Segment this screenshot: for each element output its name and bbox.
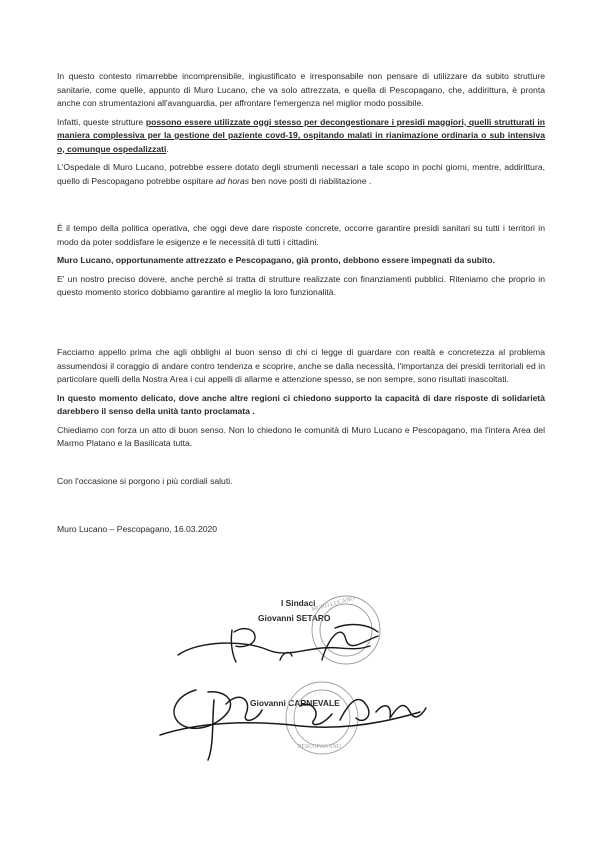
place-and-date: Muro Lucano – Pescopagano, 16.03.2020 [57,524,218,534]
paragraph-9: Chiediamo con forza un atto di buon senso. Non lo chiedono le comunità di Muro Lucano e Pescopagano, ma l'intera Area del Marmo Platano e la Basilicata tutta. [57,424,545,448]
paragraph-6: E' un nostro preciso dovere, anche perché si tratta di strutture realizzate con finanziamenti pubblici. Riteniamo che proprio in questo momento storico dobbiamo garantire al meglio la loro funzionalità. [57,273,545,297]
signer-2-name: Giovanni CARNEVALE [250,698,340,708]
paragraph-1: In questo contesto rimarrebbe incomprensibile, ingiustificato e irresponsabile non pensare di utilizzare da subito strutture sanitarie, come quelle, appunto di Muro Lucano, che va solo attrezzata, e quella di Pescopagano, che, addirittura, è pronta anche con strumentazioni all'avanguardia, per affrontare l'emergenza nel miglior modo possibile. [57,71,545,108]
signature-2-icon [160,690,426,760]
italic-ad-horas: ad horas [215,175,250,186]
paragraph-7: Facciamo appello prima che agli obblighi al buon senso di chi ci legge di guardare con realtà e concretezza al problema assumendosi il coraggio di andare contro tendenza e scoprire, anche se dalla necessità, l'importanza dei presidi territoriali ed in particolare quelli della Nostra Area i cui appelli di allarme e attenzione spesso, se non sempre, sono risultati inascoltati. [57,347,545,384]
closing-greeting: Con l'occasione si porgono i più cordiali saluti. [57,476,233,486]
signer-1-name: Giovanni SETARO [258,613,331,623]
emphasis-underlined: possono essere utilizzate oggi stesso per decongestionare i presidi maggiori, quelli strutturati in maniera complessiva per la gestione del paziente covd-19, ospitando malati in rianimazione ordinaria o sub intensiva o, comunque ospedalizzati [57,116,545,154]
signature-1-icon [178,625,378,662]
paragraph-4: È il tempo della politica operativa, che oggi deve dare risposte concrete, occorre garantire presidi sanitari su tutti i territori in modo da poter soddisfare le esigenze e le necessità di tutti i cittadini. [57,223,545,247]
stamp-icon [286,682,358,754]
paragraph-3: L'Ospedale di Muro Lucano, potrebbe essere dotato degli strumenti necessari a tale scopo in pochi giorni, mentre, addirittura, quello di Pescopagano potrebbe ospitare ad horas ben nove posti di riabilitazione . [57,162,545,186]
svg-text:PESCOPAGANO: PESCOPAGANO [298,744,342,750]
stamp-icon [311,596,380,664]
paragraph-8: In questo momento delicato, dove anche altre regioni ci chiedono supporto la capacità di dare risposte di solidarietà darebbero il senso della unità tanto proclamata . [57,392,545,416]
svg-text:MURO LUCANO: MURO LUCANO [310,595,356,614]
paragraph-5: Muro Lucano, opportunamente attrezzato e Pescopagano, già pronto, debbono essere impegnati da subito. [57,255,495,265]
paragraph-2: Infatti, queste strutture possono essere utilizzate oggi stesso per decongestionare i presidi maggiori, quelli strutturati in maniera complessiva per la gestione del paziente covd-19, ospitando malati in rianimazione ordinaria o sub intensiva o, comunque ospedalizzati. [57,116,545,154]
signatories-title: I Sindaci [281,598,316,608]
